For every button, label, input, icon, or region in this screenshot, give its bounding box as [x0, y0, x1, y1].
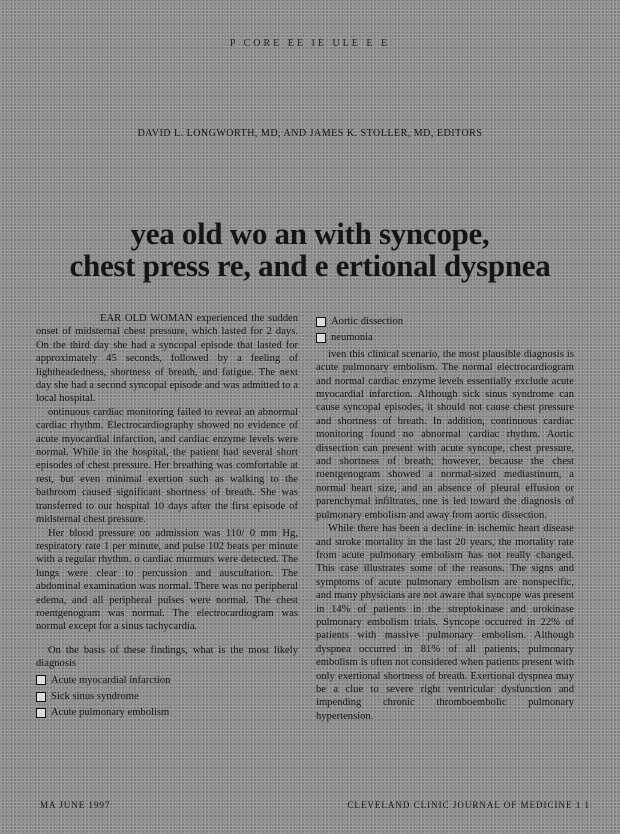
option-pneumonia[interactable] — [316, 331, 574, 344]
option-label: Acute pulmonary embolism — [51, 707, 170, 719]
option-pulmonary-embolism[interactable] — [36, 706, 298, 719]
option-label: Sick sinus syndrome — [51, 690, 139, 702]
footer-date: MA JUNE 1997 — [40, 800, 111, 810]
title-line-2: chest press re, and e ertional dyspnea — [69, 248, 551, 283]
option-label: Acute myocardial infarction — [51, 674, 171, 686]
paragraph: EAR OLD WOMAN experienced the sudden onset of midsternal chest pressure, which lasted for 2 days. On the third day she had a syncopal episode that lasted for approximately 45 seconds, followed by a feeling of lightheadedness, shortness of breath, and fatigue. The next day she had a second syncopal episode and was admitted to a local hospital. — [36, 313, 298, 405]
checkbox-icon[interactable] — [36, 708, 46, 718]
right-column — [316, 312, 574, 723]
checkbox-icon[interactable] — [36, 692, 46, 702]
paragraph: Her blood pressure on admission was 110/ 0 mm Hg, respiratory rate 1 per minute, and pulse 102 beats per minute with a regular rhythm. o cardiac murmurs were detected. The lungs were clear to percussion and auscultation. The abdominal examination was normal. There was no peripheral edema, and all peripheral pulses were normal. The chest roentgenogram was normal. The electrocardiogram was normal except for a sinus tachycardia. — [36, 527, 298, 633]
option-aortic-dissection[interactable] — [316, 315, 574, 328]
option-sick-sinus[interactable] — [36, 690, 298, 703]
left-column — [36, 312, 298, 723]
footer-journal: CLEVELAND CLINIC JOURNAL OF MEDICINE 1 1 — [347, 800, 590, 810]
checkbox-icon[interactable] — [316, 317, 326, 327]
paragraph: ontinuous cardiac monitoring failed to reveal an abnormal cardiac rhythm. Electrocardiography showed no evidence of acute myocardial infarction, and cardiac enzyme levels were normal. While in the hospital, the patient had several short episodes of chest pressure. Her breathing was comfortable at rest, but even minimal exertion such as walking to the bathroom caused significant shortness of breath. She was transferred to our hospital 10 days after the first episode of midsternal chest pressure. — [36, 406, 298, 526]
option-label: Aortic dissection — [331, 316, 404, 327]
option-label: neumonia — [331, 332, 373, 344]
editors-line: DAVID L. LONGWORTH, MD, AND JAMES K. STOLLER, MD, EDITORS — [137, 128, 483, 139]
question: On the basis of these findings, what is the most likely diagnosis — [36, 644, 298, 670]
checkbox-icon[interactable] — [36, 675, 46, 685]
option-acute-mi[interactable] — [36, 674, 298, 687]
title-line-1: yea old wo an with syncope, — [130, 216, 490, 251]
paragraph: iven this clinical scenario, the most plausible diagnosis is acute pulmonary embolism. The normal electrocardiogram and normal cardiac enzyme levels essentially exclude acute myocardial infarction. Although sick sinus syndrome can cause syncopal episodes, it should not cause chest pressure and shortness of breath. In addition, continuous cardiac monitoring found no abnormal cardiac rhythm. Aortic dissection can present with acute syncope, chest pressure, and shortness of breath; however, because the chest roentgenogram showed a normal-sized mediastinum, a normal heart size, and an absence of pleural effusion or parenchymal infiltrates, one is led toward the diagnosis of pulmonary embolism and away from aortic dissection. — [316, 348, 574, 521]
paragraph: While there has been a decline in ischemic heart disease and stroke mortality in the last 20 years, the mortality rate from acute pulmonary embolism has not really changed. This case illustrates some of the reasons. The signs and symptoms of acute pulmonary embolism are nonspecific, and many physicians are not aware that syncope was present in 14% of patients in the streptokinase and urokinase pulmonary embolism trials. Syncope occurred in 22% of patients with massive pulmonary embolism. Although dyspnea occurred in 81% of all patients, pulmonary embolism is often not considered when patients present with only exertional shortness of breath. Exertional dyspnea may be a clue to severe right ventricular dysfunction and impending chronic thromboembolic pulmonary hypertension. — [316, 523, 574, 722]
checkbox-icon[interactable] — [316, 333, 326, 343]
journal-header: P CORE EE IE ULE E E — [229, 38, 391, 49]
article-title — [40, 218, 580, 282]
